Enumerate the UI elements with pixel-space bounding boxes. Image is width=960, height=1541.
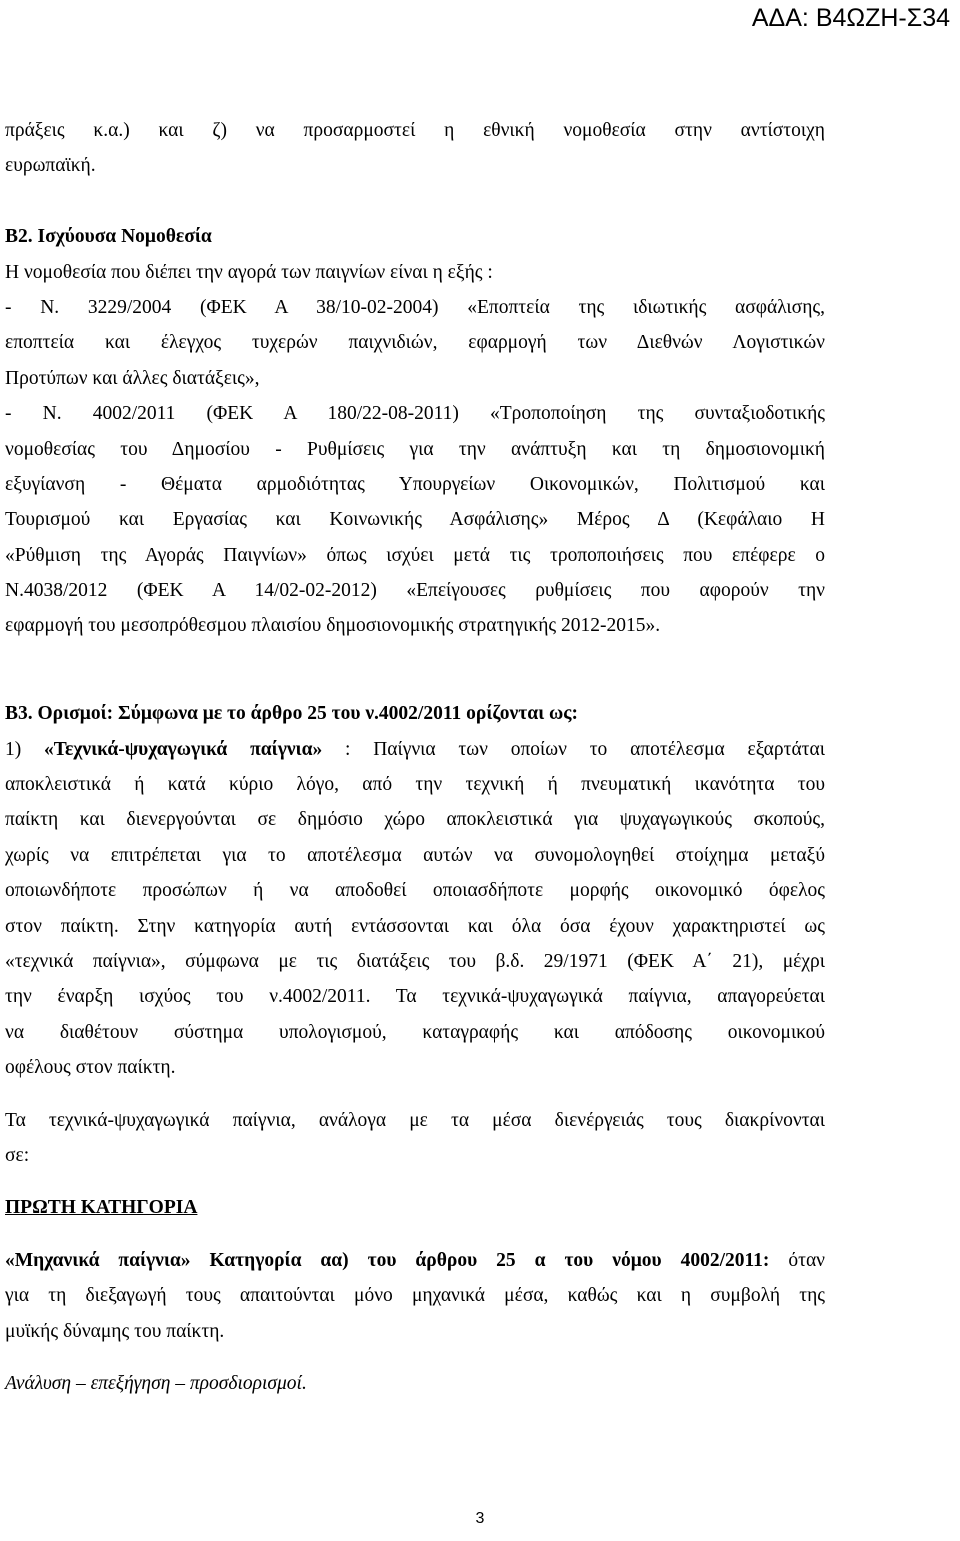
law-entry-line: εφαρμογή του μεσοπρόθεσμου πλαισίου δημοσιονομικής στρατηγικής 2012-2015». — [5, 615, 661, 637]
section-title-b3: Β3. Ορισμοί: Σύμφωνα με το άρθρο 25 του ν.4002/2011 ορίζονται ως: — [5, 703, 578, 725]
category-title: ΠΡΩΤΗ ΚΑΤΗΓΟΡΙΑ — [5, 1197, 198, 1219]
law-entry-line: εποπτεία και έλεγχος τυχερών παιχνιδιών, εφαρμογή των Διεθνών Λογιστικών — [5, 332, 825, 354]
paragraph-line: Η νομοθεσία που διέπει την αγορά των παιγνίων είναι η εξής : — [5, 261, 493, 283]
law-entry-line: Προτύπων και άλλες διατάξεις», — [5, 367, 260, 389]
definition-line: παίκτη και διενεργούνται σε δημόσιο χώρο αποκλειστικά για ψυχαγωγικούς σκοπούς, — [5, 809, 825, 831]
definition-line: στον παίκτη. Στην κατηγορία αυτή εντάσσονται και όλα όσα έχουν χαρακτηριστεί ως — [5, 915, 825, 937]
paragraph-line: Τα τεχνικά-ψυχαγωγικά παίγνια, ανάλογα με τα μέσα διενέργειάς τους διακρίνονται — [5, 1109, 825, 1131]
paragraph-line: σε: — [5, 1144, 30, 1166]
definition-line: οποιωνδήποτε προσώπων ή να αποδοθεί οποιασδήποτε μορφής οικονομικό όφελος — [5, 880, 825, 902]
definition-line: να διαθέτουν σύστημα υπολογισμού, καταγραφής και απόδοσης οικονομικού — [5, 1021, 825, 1043]
category-text: όταν — [769, 1249, 825, 1271]
law-entry-line: «Ρύθμιση της Αγοράς Παιγνίων» όπως ισχύει μετά τις τροποποιήσεις που επέφερε ο — [5, 544, 825, 566]
definition-line: χωρίς να επιτρέπεται για το αποτέλεσμα αυτών να συνομολογηθεί στοίχημα μεταξύ — [5, 844, 825, 866]
paragraph-line: ευρωπαϊκή. — [5, 155, 96, 177]
section-title-b2: Β2. Ισχύουσα Νομοθεσία — [5, 226, 212, 248]
law-entry-line: εξυγίανση - Θέματα αρμοδιότητας Υπουργείων Οικονομικών, Πολιτισμού και — [5, 473, 825, 495]
category-lead: «Μηχανικά παίγνια» Κατηγορία αα) του άρθρου 25 α του νόμου 4002/2011: — [5, 1249, 770, 1271]
definition-text: : Παίγνια των οποίων το αποτέλεσμα εξαρτάται — [322, 738, 825, 760]
definition-line — [5, 732, 825, 767]
category-line — [5, 1243, 825, 1278]
definition-term: «Τεχνικά-ψυχαγωγικά παίγνια» — [44, 738, 323, 760]
document-body — [5, 113, 825, 1401]
ada-code: ΑΔΑ: Β4ΩΖΗ-Σ34 — [751, 4, 950, 32]
definition-number: 1) — [5, 738, 45, 760]
definition-line: αποκλειστικά ή κατά κύριο λόγο, από την τεχνική ή πνευματική ικανότητα του — [5, 774, 825, 796]
law-entry-line: Τουρισμού και Εργασίας και Κοινωνικής Ασφάλισης» Μέρος Δ (Κεφάλαιο Η — [5, 509, 825, 531]
category-line: για τη διεξαγωγή τους απαιτούνται μόνο μηχανικά μέσα, καθώς και η συμβολή της — [5, 1285, 825, 1307]
law-entry-line: νομοθεσίας του Δημοσίου - Ρυθμίσεις για την ανάπτυξη και τη δημοσιονομική — [5, 438, 825, 460]
category-line: μυϊκής δύναμης του παίκτη. — [5, 1320, 225, 1342]
definition-line: «τεχνικά παίγνια», σύμφωνα με τις διατάξεις του β.δ. 29/1971 (ΦΕΚ Α΄ 21), μέχρι — [5, 950, 825, 972]
paragraph-line: πράξεις κ.α.) και ζ) να προσαρμοστεί η εθνική νομοθεσία στην αντίστοιχη — [5, 120, 825, 141]
law-entry-line: - Ν. 3229/2004 (ΦΕΚ Α 38/10-02-2004) «Εποπτεία της ιδιωτικής ασφάλισης, — [5, 296, 825, 318]
law-entry-line: - Ν. 4002/2011 (ΦΕΚ Α 180/22-08-2011) «Τροποποίηση της συνταξιοδοτικής — [5, 403, 825, 425]
definition-line: την έναρξη ισχύος του ν.4002/2011. Τα τεχνικά-ψυχαγωγικά παίγνια, απαγορεύεται — [5, 986, 825, 1008]
law-entry-line: Ν.4038/2012 (ΦΕΚ Α 14/02-02-2012) «Επείγουσες ρυθμίσεις που αφορούν την — [5, 580, 825, 602]
analysis-note: Ανάλυση – επεξήγηση – προσδιορισμοί. — [5, 1372, 307, 1394]
page-number: 3 — [475, 1510, 485, 1527]
definition-line: οφέλους στον παίκτη. — [5, 1057, 176, 1079]
